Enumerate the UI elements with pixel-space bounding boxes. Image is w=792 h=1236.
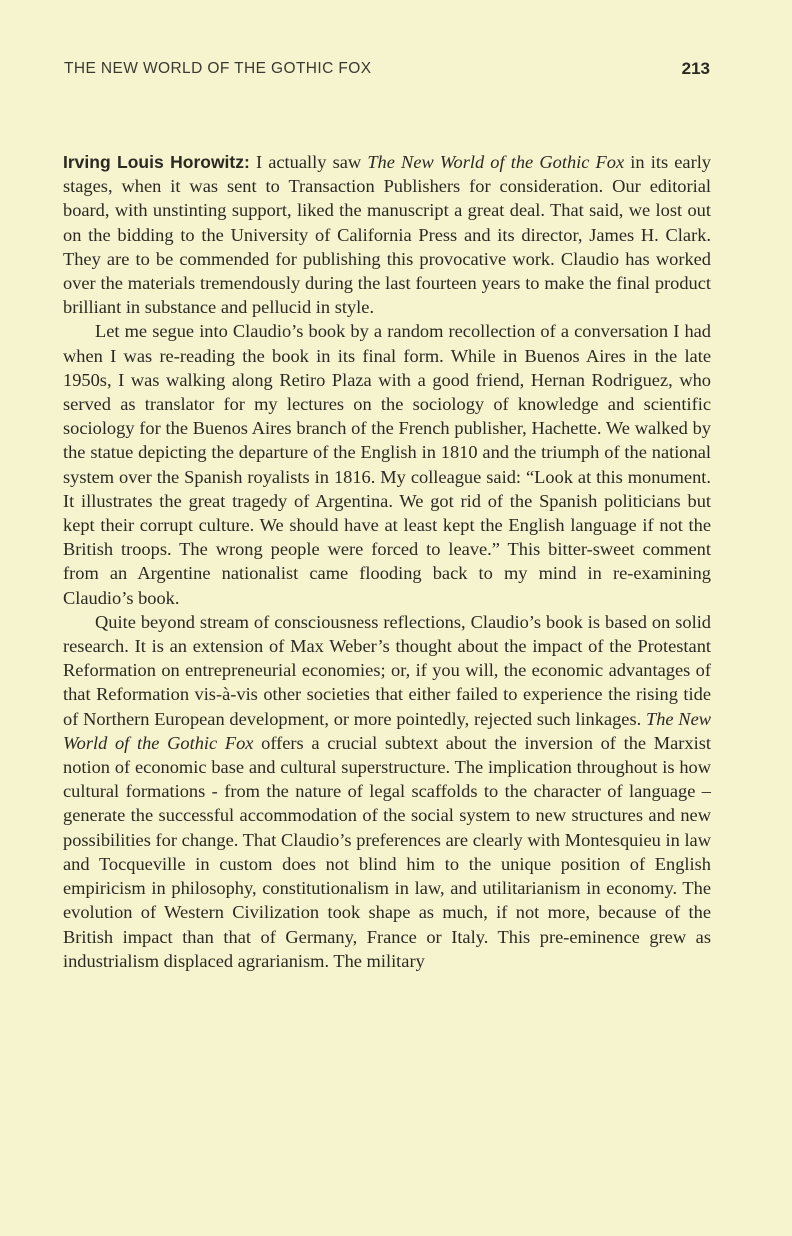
speaker-name: Irving Louis Horowitz: [63,152,250,172]
paragraph-text: Let me segue into Claudio’s book by a random recollection of a conversation I had when I was re-reading the book in its final form. While in Buenos Aires in the late 1950s, I was walking along Retiro Plaza with a good friend, Hernan Rodriguez, who served as translator for my lectures on the sociology of knowledge and scientific sociology for the Buenos Aires branch of the French publisher, Hachette. We walked by the statue depicting the departure of the English in 1810 and the triumph of the national system over the Spanish royalists in 1816. My colleague said: “Look at this monument. It illustrates the great tragedy of Argentina. We got rid of the Spanish politicians but kept their corrupt culture. We should have at least kept the English language if not the British troops. The wrong people were forced to leave.” This bitter-sweet comment from an Argentine nationalist came flooding back to my mind in re-examining Claudio’s book. [63,321,711,608]
paragraph-text: offers a crucial subtext about the inversion of the Marxist notion of economic base and cultural superstructure. The implication throughout is how cultural formations - from the nature of legal scaffolds to the character of language – generate the successful accommodation of the social system to new structures and new possibilities for change. That Claudio’s preferences are clearly with Montesquieu in law and Tocqueville in custom does not blind him to the unique position of English empiricism in philosophy, constitutionalism in law, and utilitarianism in economy. The evolution of Western Civilization took shape as much, if not more, because of the British impact than that of Germany, France or Italy. This pre-eminence grew as industrialism displaced agrarianism. The military [63,732,711,971]
paragraph-buenos-aires [63,319,711,609]
page-number: 213 [681,59,710,78]
book-title-italic: The New World of the Gothic Fox [63,708,711,753]
running-head [64,60,710,84]
running-title: THE NEW WORLD OF THE GOTHIC FOX [64,60,372,77]
paragraph-text: Quite beyond stream of consciousness reflections, Claudio’s book is based on solid research. It is an extension of Max Weber’s thought about the impact of the Protestant Reformation on entrepreneurial economies; or, if you will, the economic advantages of that Reformation vis-à-vis other societies that either failed to experience the rising tide of Northern European development, or more pointedly, rejected such linkages. [63,611,711,729]
paragraph-text: I actually saw [249,152,368,172]
paragraph-research [63,610,711,973]
body-text [63,150,711,973]
paragraph-text: in its early stages, when it was sent to Transaction Publishers for consideration. Our editorial board, with unstinting support, liked the manuscript a great deal. That said, we lost out on the bidding to the University of California Press and its director, James H. Clark. They are to be commended for publishing this provocative work. Claudio has worked over the materials tremendously during the last fourteen years to make the final product brilliant in substance and pellucid in style. [63,152,712,318]
paragraph-horowitz-intro [63,150,711,319]
book-title-italic: The New World of the Gothic Fox [367,152,625,172]
